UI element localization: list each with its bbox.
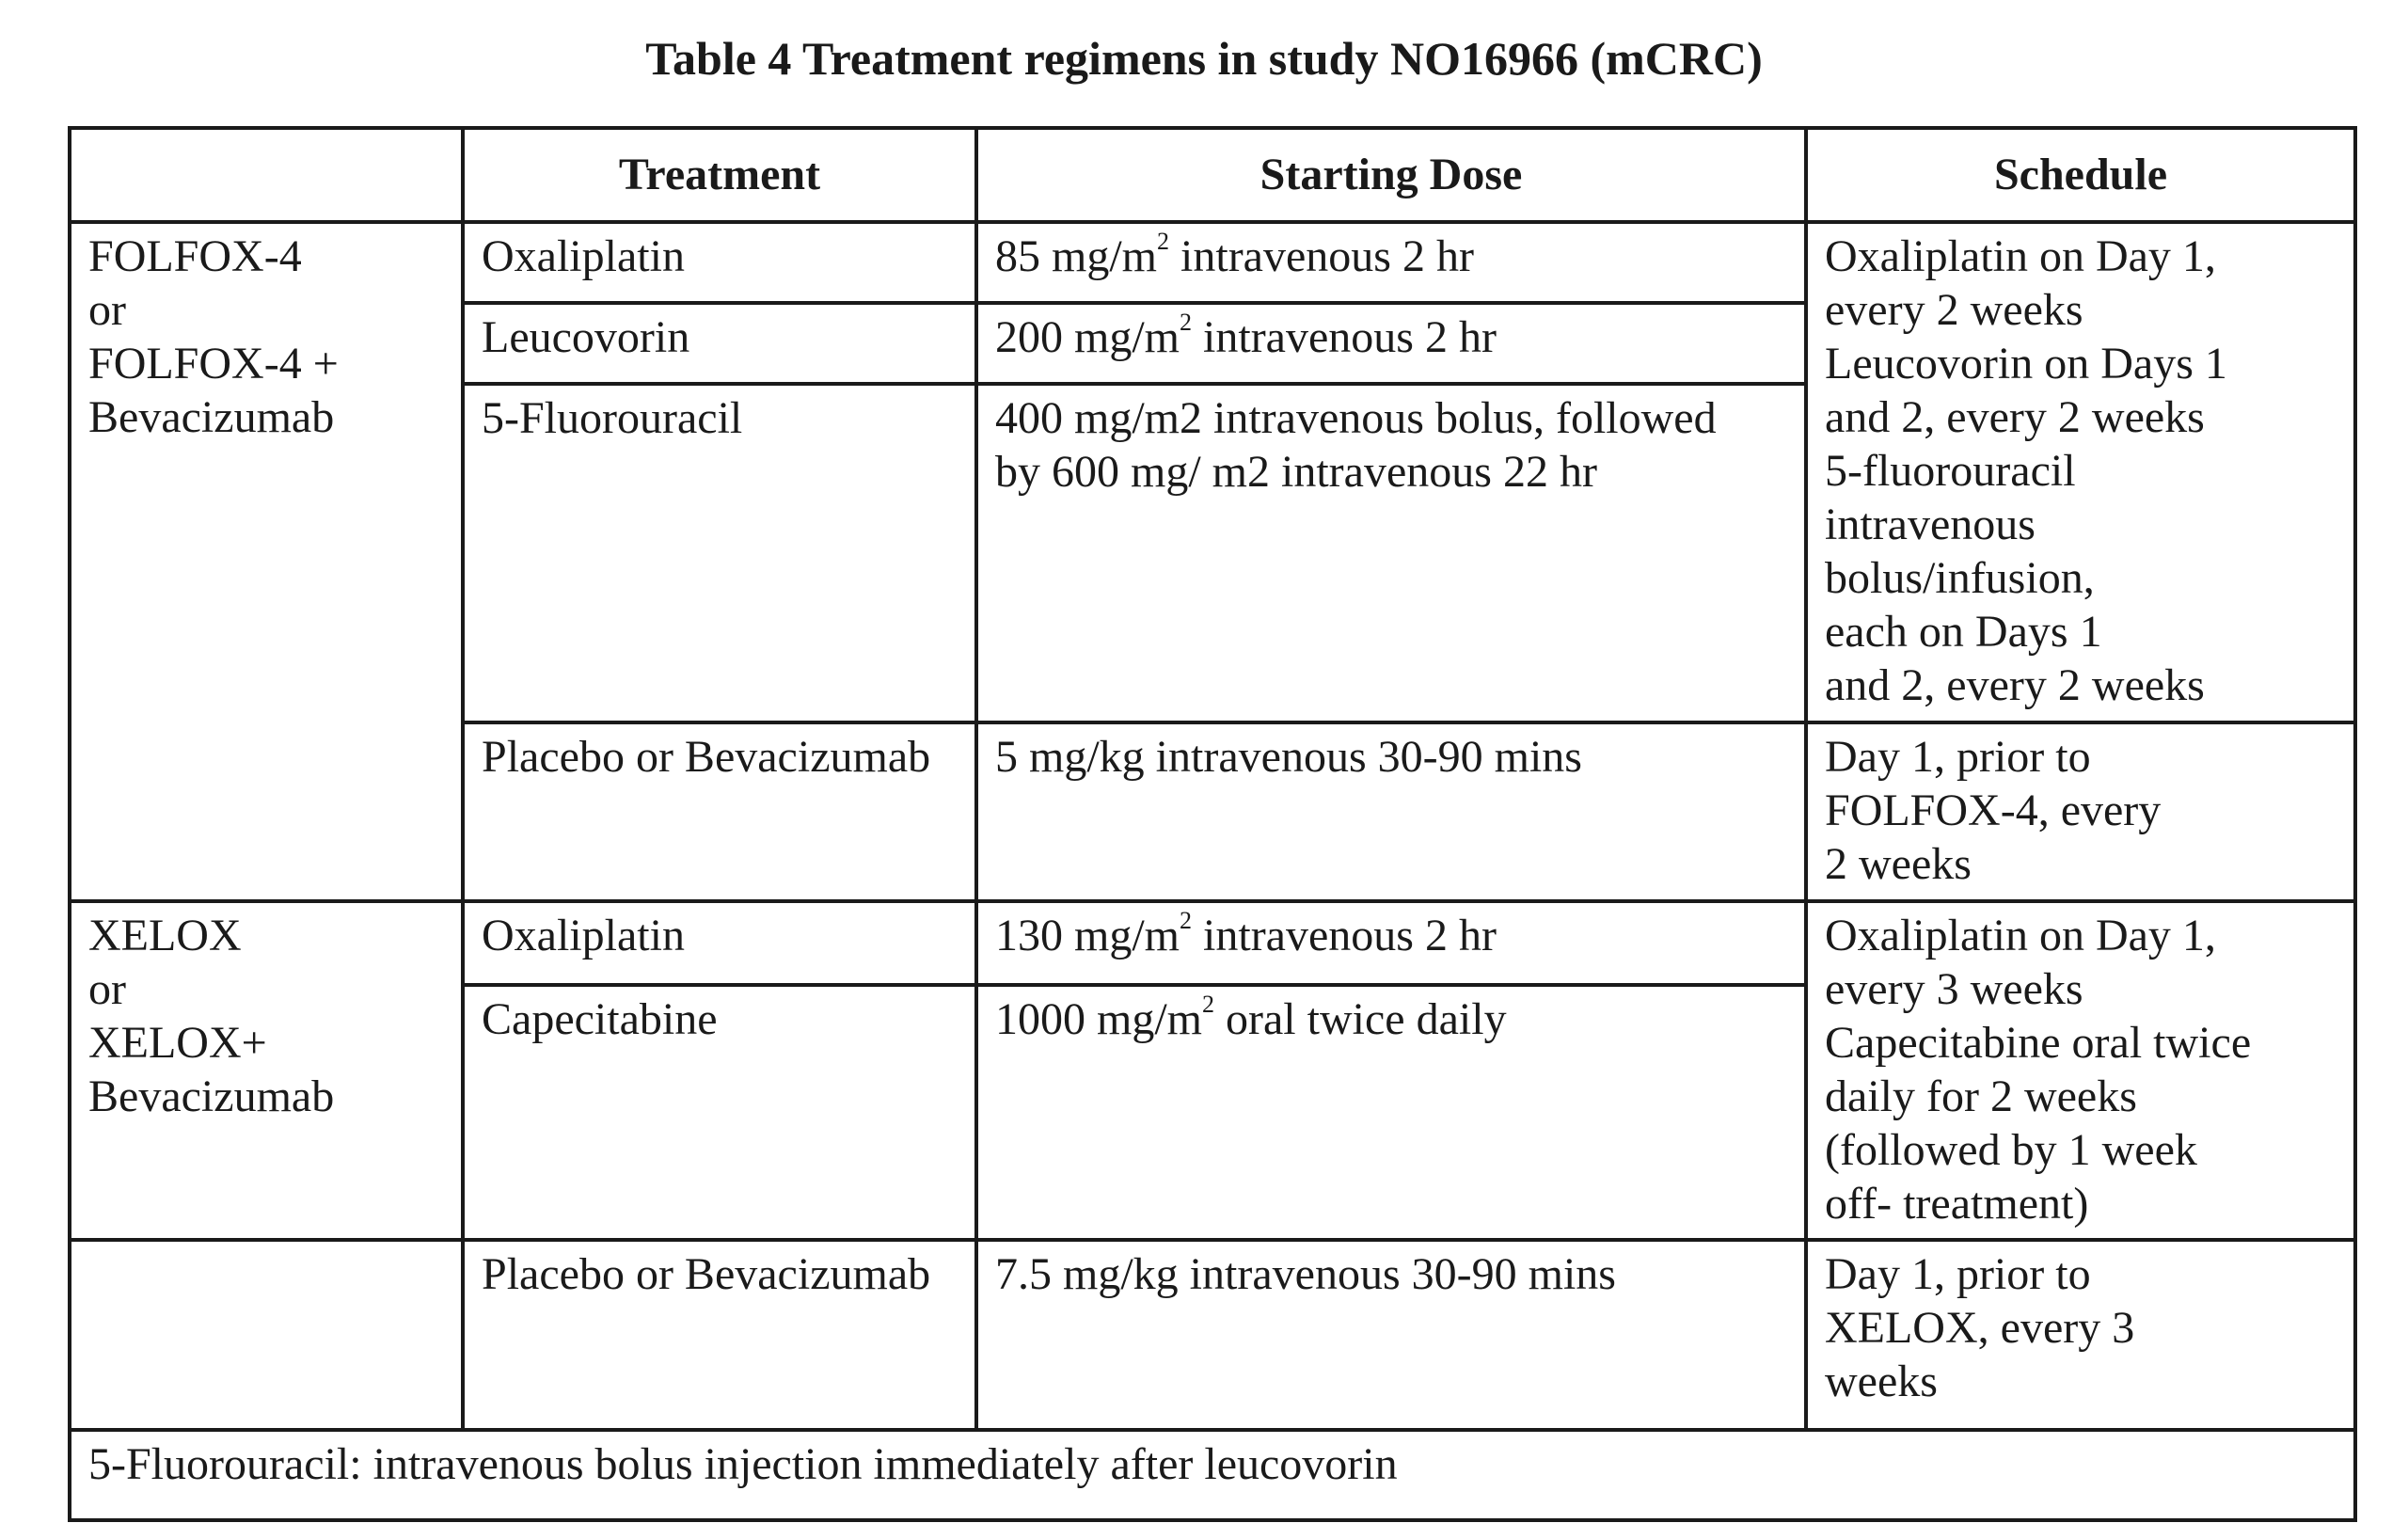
regimen-line: Bevacizumab — [88, 1071, 335, 1121]
header-starting-dose: Starting Dose — [976, 128, 1806, 222]
schedule-line: Day 1, prior to — [1825, 1249, 2091, 1299]
schedule-line: and 2, every 2 weeks — [1825, 392, 2205, 442]
regimen-folfox — [70, 222, 463, 901]
schedule-line: every 2 weeks — [1825, 285, 2083, 335]
treatment-cell: Placebo or Bevacizumab — [463, 722, 976, 901]
dose-superscript: 2 — [1180, 907, 1193, 934]
schedule-line: 5-fluorouracil — [1825, 446, 2076, 496]
header-treatment: Treatment — [463, 128, 976, 222]
schedule-line: Day 1, prior to — [1825, 732, 2091, 782]
dose-superscript: 2 — [1180, 309, 1193, 336]
schedule-line: every 3 weeks — [1825, 964, 2083, 1014]
dose-value: 200 mg/m — [995, 312, 1180, 362]
dose-cell: 5 mg/kg intravenous 30-90 mins — [976, 722, 1806, 901]
schedule-line: FOLFOX-4, every — [1825, 785, 2162, 835]
dose-cell — [976, 901, 1806, 985]
regimen-line: FOLFOX-4 + — [88, 339, 339, 389]
treatment-cell: Oxaliplatin — [463, 901, 976, 985]
treatment-cell: Capecitabine — [463, 985, 976, 1240]
schedule-line: intravenous — [1825, 500, 2036, 549]
regimen-line: XELOX+ — [88, 1018, 267, 1068]
dose-superscript: 2 — [1157, 228, 1170, 255]
schedule-line: (followed by 1 week — [1825, 1125, 2197, 1175]
treatment-cell: Leucovorin — [463, 303, 976, 384]
schedule-line: Oxaliplatin on Day 1, — [1825, 231, 2216, 281]
schedule-line: Oxaliplatin on Day 1, — [1825, 911, 2216, 960]
regimen-line: Bevacizumab — [88, 392, 335, 442]
schedule-line: XELOX, every 3 — [1825, 1303, 2135, 1353]
footnote-row — [70, 1430, 2355, 1520]
dose-value: 130 mg/m — [995, 911, 1180, 960]
treatment-cell: 5-Fluorouracil — [463, 384, 976, 722]
dose-cell — [976, 985, 1806, 1240]
treatment-cell: Oxaliplatin — [463, 222, 976, 303]
footnote: 5-Fluorouracil: intravenous bolus injection immediately after leucovorin — [70, 1430, 2355, 1520]
regimen-line: FOLFOX-4 — [88, 231, 302, 281]
regimen-line: XELOX — [88, 911, 242, 960]
treatment-cell: Placebo or Bevacizumab — [463, 1240, 976, 1430]
dose-cell — [976, 384, 1806, 722]
dose-unit-text: intravenous 2 hr — [1169, 231, 1474, 281]
table-row — [70, 1240, 2355, 1430]
schedule-xelox — [1806, 901, 2355, 1240]
schedule-line: bolus/infusion, — [1825, 553, 2095, 603]
header-schedule: Schedule — [1806, 128, 2355, 222]
schedule-line: Capecitabine oral twice — [1825, 1018, 2252, 1068]
dose-unit-text: intravenous 2 hr — [1192, 911, 1497, 960]
regimen-line: or — [88, 964, 126, 1014]
schedule-cell — [1806, 722, 2355, 901]
dose-cell — [976, 303, 1806, 384]
dose-unit-text: oral twice daily — [1214, 994, 1507, 1045]
regimen-line: or — [88, 285, 126, 335]
schedule-line: weeks — [1825, 1357, 1938, 1406]
dose-superscript: 2 — [1202, 991, 1215, 1019]
schedule-line: daily for 2 weeks — [1825, 1071, 2137, 1121]
table-title: Table 4 Treatment regimens in study NO16966 (mCRC) — [645, 32, 1763, 85]
header-regimen — [70, 128, 463, 222]
header-row — [70, 128, 2355, 222]
schedule-line: 2 weeks — [1825, 839, 1972, 889]
schedule-folfox — [1806, 222, 2355, 722]
treatment-regimens-table — [68, 126, 2357, 1522]
schedule-line: off- treatment) — [1825, 1179, 2089, 1229]
schedule-line: each on Days 1 — [1825, 607, 2102, 657]
regimen-xelox — [70, 901, 463, 1240]
empty-regimen-cell — [70, 1240, 463, 1430]
table-row — [70, 222, 2355, 303]
schedule-line: and 2, every 2 weeks — [1825, 660, 2205, 710]
dose-line: by 600 mg/ m2 intravenous 22 hr — [995, 447, 1597, 497]
dose-cell: 7.5 mg/kg intravenous 30-90 mins — [976, 1240, 1806, 1430]
schedule-line: Leucovorin on Days 1 — [1825, 339, 2227, 389]
dose-cell — [976, 222, 1806, 303]
dose-unit-text: intravenous 2 hr — [1192, 312, 1497, 362]
schedule-cell — [1806, 1240, 2355, 1430]
dose-line: 400 mg/m2 intravenous bolus, followed — [995, 393, 1717, 443]
dose-value: 1000 mg/m — [995, 994, 1203, 1045]
dose-value: 85 mg/m — [995, 231, 1158, 281]
table-row — [70, 901, 2355, 985]
